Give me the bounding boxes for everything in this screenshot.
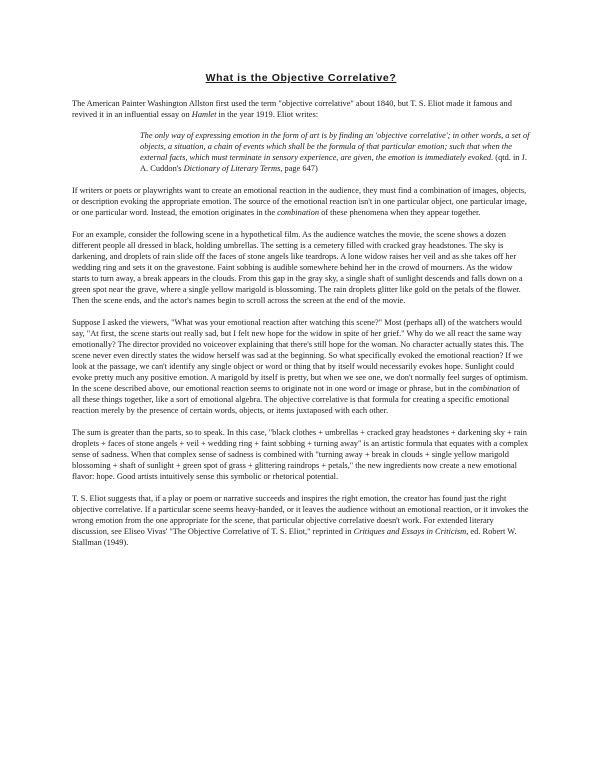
intro-paragraph [72,98,530,120]
combination-paragraph [72,185,530,218]
intro-text: The American Painter Washington Allston first used the term "objective correlative" about 1840, but T. S. Eliot made it famous and revived it in an influential essay on [72,99,512,119]
p6-text-end: , ed. Robert W. Stallman (1949). [72,527,517,547]
p6-text: T. S. Eliot suggests that, if a play or poem or narrative succeeds and inspires the right emotion, the creator has found just the right objective correlative. If a particular scene seems heavy-handed, or it leaves the audience without an emotional reaction, or it invokes the wrong emotion from the one appropriate for the scene, that particular objective correlative doesn't work. For extended literary discussion, see Eliseo Vivas' "The Objective Correlative of T. S. Eliot," reprinted in [72,494,529,536]
formula-paragraph: The sum is greater than the parts, so to speak. In this case, "black clothes + umbrellas + cracked gray headstones + darkening sky + rain droplets + faces of stone angels + veil + wedding ring + faint sobbing + turning away" is an artistic formula that equates with a complex sense of sadness. When that complex sense of sadness is combined with "turning away + break in clouds + single yellow marigold blossoming + shaft of sunlight + green spot of grass + glittering raindrops + petals," the new ingredients now create a new emotional flavor: hope. Good artists intuitively sense this symbolic or rhetorical potential. [72,428,529,481]
p2-text-end: of these phenomena when they appear together. [319,208,481,217]
p2-combination-word: combination [277,208,320,217]
example-paragraph: For an example, consider the following scene in a hypothetical film. As the audience watches the movie, the scene shows a dozen different people all dressed in black, holding umbrellas. The setting is a cemetery filled with cracked gray headstones. The sky is darkening, and droplets of rain slide off the faces of stone angels like teardrops. A lone widow raises her veil and as she takes off her wedding ring and sets it on the gravestone. Faint sobbing is audible somewhere behind her in the crowd of mourners. As the widow starts to turn away, a break appears in the clouds. From this gap in the gray sky, a single shaft of sunlight descends and falls down on a green spot near the grave, where a single yellow marigold is blossoming. The rain droplets glitter like gold on the petals of the flower. Then the scene ends, and the actor's names begin to scroll across the screen at the end of the movie. [72,230,523,305]
critiques-book-title: Critiques and Essays in Criticism [353,527,467,536]
eliot-quote [140,130,530,174]
p4-text: Suppose I asked the viewers, "What was your emotional reaction after watching this scene?" Most (perhaps all) of the watchers would say, "At first, the scene starts out really sad, but I felt new hope for the widow in spite of her grief." Why do we all react the same way emotionally? The director provided no voiceover explaining that there's still hope for the woman. No character actually states this. The scene never even directly states the widow herself was sad at the beginning. So what specifically evoked the emotional reaction? If we look at the passage, we can't identify any single object or word or thing that by itself would necessarily evokes hope. Sunlight could evoke pretty much any positive emotion. A marigold by itself is pretty, but when we see one, we don't normally feel surges of optimism. In the scene described above, our emotional reaction seems to originate not in one word or image or phrase, but in the [72,318,528,393]
p4-combination-word: combination [468,384,511,393]
quote-text: The only way of expressing emotion in the form of art is by finding an 'objective correlative'; in other words, a set of objects, a situation, a chain of events which shall be the formula of that particular emotion; such that when the external facts, which must terminate in sensory experience, are given, the emotion is immediately evoked. [140,131,530,162]
reaction-paragraph [72,317,530,416]
hamlet-title: Hamlet [191,110,217,119]
page-title: What is the Objective Correlative? [205,72,397,84]
p2-text: If writers or poets or playwrights want to create an emotional reaction in the audience, they must find a combination of images, objects, or description evoking the appropriate emotion. The source of the emotional reaction isn't in one particular object, one particular image, or one particular word. Instead, the emotion originates in the [72,186,527,217]
quote-citation-end: , page 647) [280,164,318,173]
intro-text-end: in the year 1919. Eliot writes: [216,110,319,119]
dictionary-title: Dictionary of Literary Terms [183,164,281,173]
p4-text-end: of all these things together, like a sort of emotional algebra. The objective correlative is that formula for creating a specific emotional reaction merely by the presence of certain words, objects, or items juxtaposed with each other. [72,384,520,415]
quote-citation: (qtd. in J. A. Cuddon's [140,153,527,173]
conclusion-paragraph [72,493,530,548]
